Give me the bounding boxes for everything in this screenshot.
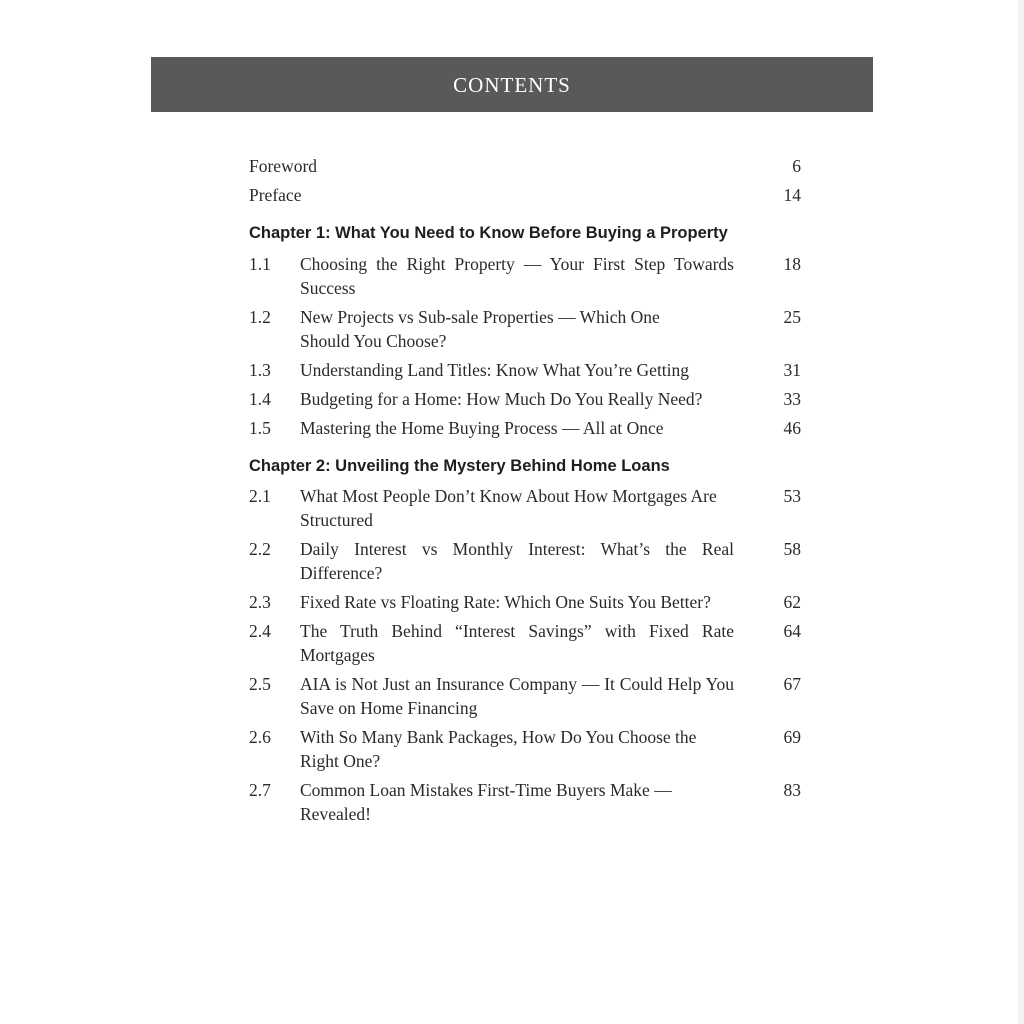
entry-page: 6 (792, 156, 801, 176)
entry-page: 67 (783, 674, 801, 694)
entry-number: 2.1 (249, 486, 271, 506)
entry-number: 2.4 (249, 621, 271, 641)
entry-title: With So Many Bank Packages, How Do You Choose the Right One? (300, 727, 697, 771)
entry-page: 33 (783, 389, 801, 409)
entry-number: 2.2 (249, 539, 271, 559)
toc-entry-2-2[interactable] (249, 537, 801, 585)
entry-page: 25 (783, 307, 801, 327)
toc-entry-2-6[interactable] (249, 725, 801, 773)
entry-page: 46 (783, 418, 801, 438)
entry-title: New Projects vs Sub-sale Properties — Which One Should You Choose? (300, 307, 660, 351)
entry-title: Choosing the Right Property — Your First Step Towards Success (300, 254, 734, 298)
page-edge (1018, 0, 1024, 1024)
toc-entry-2-1[interactable] (249, 484, 801, 532)
entry-title: AIA is Not Just an Insurance Company — It Could Help You Save on Home Financing (300, 674, 734, 718)
toc-entry-2-7[interactable] (249, 778, 801, 826)
table-of-contents (249, 152, 801, 831)
contents-title: CONTENTS (453, 73, 571, 97)
entry-page: 18 (783, 254, 801, 274)
entry-title: Understanding Land Titles: Know What You’re Getting (300, 360, 690, 380)
entry-number: 1.4 (249, 389, 271, 409)
entry-page: 62 (783, 592, 801, 612)
entry-number: 1.3 (249, 360, 271, 380)
chapter-1-heading[interactable]: Chapter 1: What You Need to Know Before Buying a Property (249, 224, 728, 242)
entry-page: 83 (783, 780, 801, 800)
entry-title: The Truth Behind “Interest Savings” with Fixed Rate Mortgages (300, 621, 734, 665)
entry-title: Fixed Rate vs Floating Rate: Which One Suits You Better? (300, 592, 711, 612)
toc-entry-1-4[interactable] (249, 387, 801, 411)
entry-number: 2.5 (249, 674, 271, 694)
entry-page: 64 (783, 621, 801, 641)
entry-page: 14 (783, 185, 801, 205)
toc-entry-2-5[interactable] (249, 672, 801, 720)
entry-title: Daily Interest vs Monthly Interest: What’s the Real Difference? (300, 539, 734, 583)
entry-page: 58 (783, 539, 801, 559)
toc-entry-2-4[interactable] (249, 619, 801, 667)
entry-title: Budgeting for a Home: How Much Do You Really Need? (300, 389, 703, 409)
chapter-2-heading[interactable]: Chapter 2: Unveiling the Mystery Behind Home Loans (249, 457, 670, 475)
entry-title: Preface (249, 185, 302, 205)
contents-header-bar (151, 57, 873, 112)
entry-number: 2.7 (249, 780, 271, 800)
toc-entry-1-1[interactable] (249, 252, 801, 300)
entry-page: 53 (783, 486, 801, 506)
toc-entry-1-3[interactable] (249, 358, 801, 382)
entry-page: 31 (783, 360, 801, 380)
entry-number: 2.3 (249, 592, 271, 612)
entry-title: Common Loan Mistakes First-Time Buyers Make — Revealed! (300, 780, 672, 824)
entry-number: 1.5 (249, 418, 271, 438)
entry-page: 69 (783, 727, 801, 747)
entry-number: 1.1 (249, 254, 271, 274)
entry-number: 1.2 (249, 307, 271, 327)
entry-title: What Most People Don’t Know About How Mortgages Are Structured (300, 486, 717, 530)
toc-entry-preface[interactable] (249, 181, 801, 210)
toc-entry-2-3[interactable] (249, 590, 801, 614)
entry-title: Foreword (249, 156, 318, 176)
toc-entry-foreword[interactable] (249, 152, 801, 181)
toc-entry-1-2[interactable] (249, 305, 801, 353)
toc-entry-1-5[interactable] (249, 416, 801, 440)
entry-title: Mastering the Home Buying Process — All at Once (300, 418, 664, 438)
entry-number: 2.6 (249, 727, 271, 747)
